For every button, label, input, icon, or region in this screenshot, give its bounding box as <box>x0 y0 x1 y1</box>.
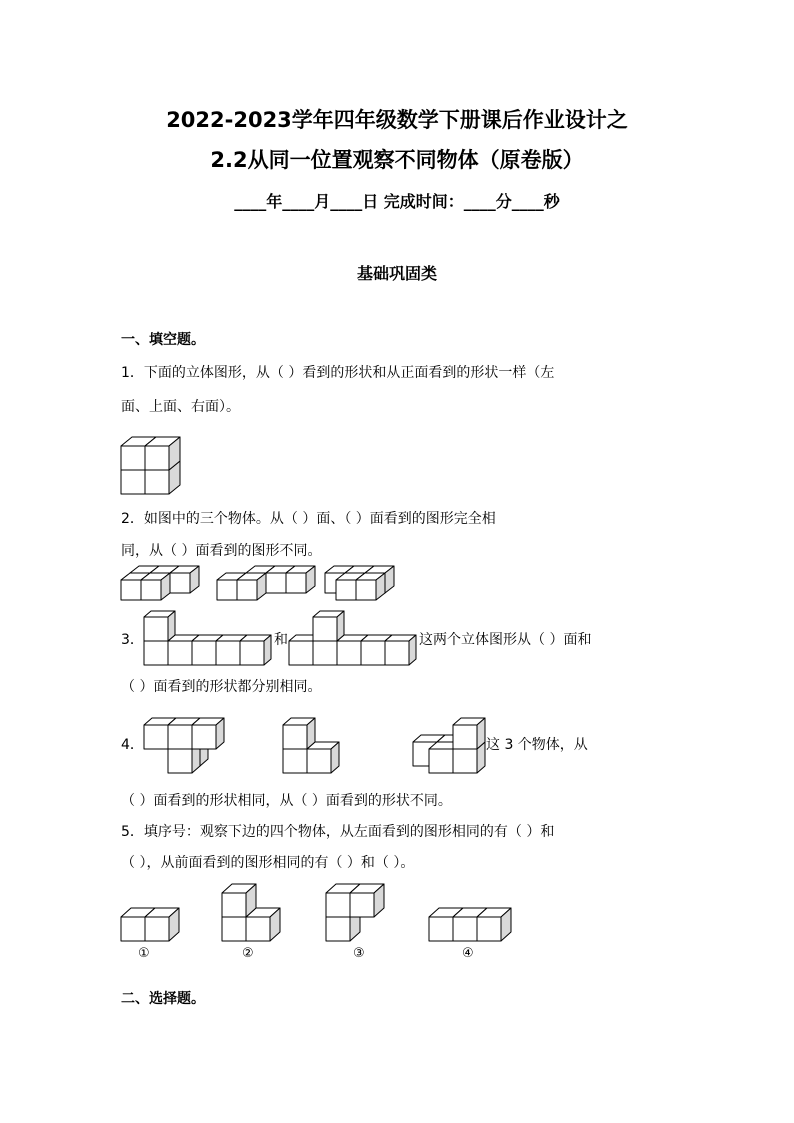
q1-line2: 面、上面、右面）。 <box>121 399 240 415</box>
q2-object-c <box>313 563 393 605</box>
q4-object-b <box>281 707 356 777</box>
q5-label-2: ② <box>242 946 254 961</box>
q4-object-a <box>142 707 232 777</box>
q3-object-a <box>142 603 282 667</box>
unit-cube <box>237 573 266 600</box>
q3-and: 和 <box>274 632 288 648</box>
part2-heading: 二、选择题。 <box>121 991 205 1007</box>
q5-object-4 <box>426 897 522 947</box>
unit-cube <box>141 573 170 600</box>
unit-cube <box>286 566 315 593</box>
unit-cube <box>145 437 180 470</box>
unit-cube <box>453 718 485 749</box>
unit-cube <box>385 635 416 665</box>
q4-tail: 这 3 个物体，从 <box>486 737 588 753</box>
q4-num: 4． <box>121 737 144 753</box>
part1-heading: 一、填空题。 <box>121 332 205 348</box>
doc-title-line1: 2022-2023学年四年级数学下册课后作业设计之 <box>166 108 628 132</box>
unit-cube <box>240 635 271 665</box>
unit-cube <box>192 718 224 749</box>
q2-object-a <box>118 563 198 605</box>
q5-line2: （ ），从前面看到的图形相同的有（ ）和（ ）。 <box>121 855 415 871</box>
unit-cube <box>356 573 385 600</box>
q3-line2: （ ）面看到的形状都分别相同。 <box>121 679 322 695</box>
unit-cube <box>350 884 384 917</box>
q5-object-2 <box>219 885 291 947</box>
unit-cube <box>222 884 256 917</box>
q4-line2: （ ）面看到的形状相同，从（ ）面看到的形状不同。 <box>121 793 452 809</box>
q3-tail: 这两个立体图形从（ ）面和 <box>419 632 592 648</box>
unit-cube <box>170 566 199 593</box>
doc-title-line2: 2.2从同一位置观察不同物体（原卷版） <box>210 148 584 172</box>
q5-object-1 <box>118 897 190 947</box>
q2-object-b <box>214 563 304 605</box>
q3-object-b <box>287 603 427 667</box>
q5-line1: 5．填序号：观察下边的四个物体，从左面看到的图形相同的有（ ）和 <box>121 824 555 840</box>
unit-cube <box>144 611 175 641</box>
q2-line2: 同，从（ ）面看到的图形不同。 <box>121 543 322 559</box>
unit-cube <box>307 742 339 773</box>
q2-line1: 2．如图中的三个物体。从（ ）面、（ ）面看到的图形完全相 <box>121 511 496 527</box>
q5-object-3 <box>323 875 395 947</box>
unit-cube <box>145 908 179 941</box>
q3-num: 3． <box>121 632 144 648</box>
q1-cube-figure <box>118 423 188 495</box>
section-title: 基础巩固类 <box>356 264 437 283</box>
unit-cube <box>283 718 315 749</box>
unit-cube <box>313 611 344 641</box>
q5-label-1: ① <box>138 946 150 961</box>
unit-cube <box>477 908 511 941</box>
q5-label-4: ④ <box>462 946 474 961</box>
date-time-line: ____年____月____日 完成时间：____分____秒 <box>234 192 560 211</box>
q4-object-c <box>403 707 493 777</box>
q5-label-3: ③ <box>353 946 365 961</box>
q1-line1: 1．下面的立体图形，从（ ）看到的形状和从正面看到的形状一样（左 <box>121 365 555 381</box>
